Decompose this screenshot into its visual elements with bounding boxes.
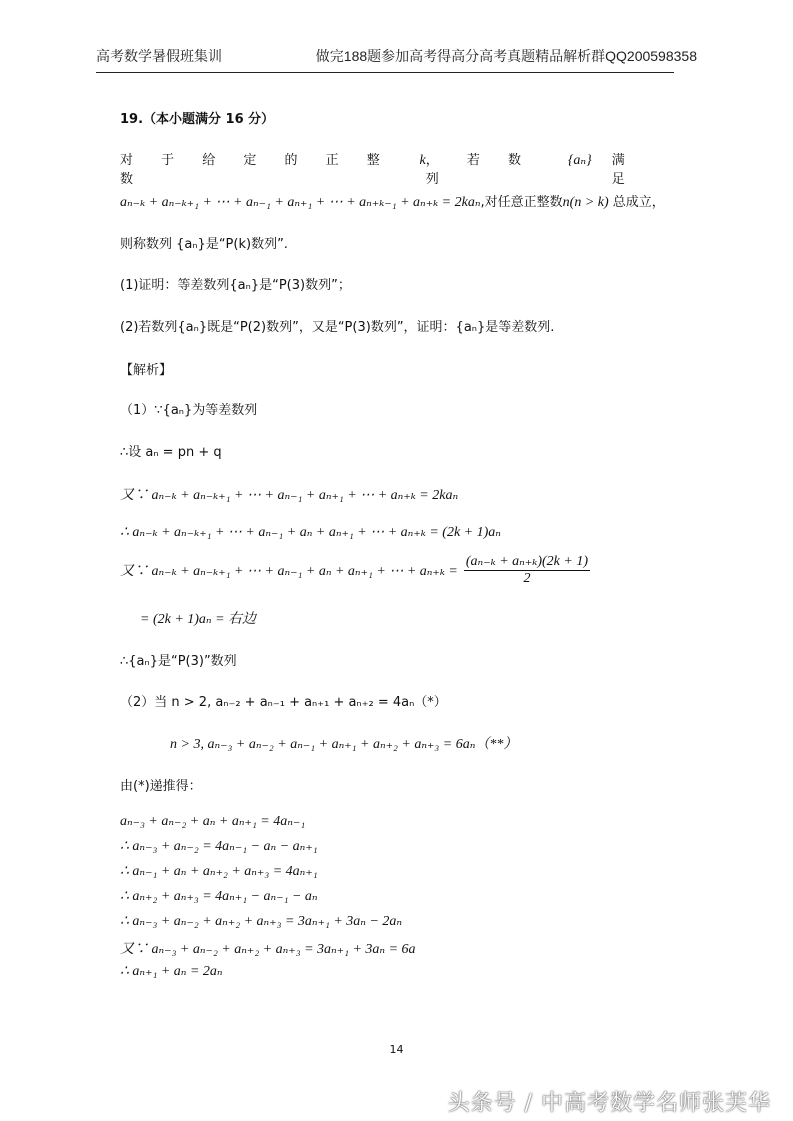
text: 总成立，: [608, 195, 665, 210]
fraction: [464, 553, 590, 587]
derivation-line: ∴ aₙ₋₃ + aₙ₋₂ = 4aₙ₋₁ − aₙ − aₙ₊₁: [120, 839, 318, 854]
solution-line: （1）∵{aₙ}为等差数列: [120, 403, 258, 418]
header-divider: [96, 72, 674, 73]
derivation-line: ∴ aₙ₊₂ + aₙ₊₃ = 4aₙ₊₁ − aₙ₋₁ − aₙ: [120, 889, 318, 904]
solution-line: （2）当 n > 2, aₙ₋₂ + aₙ₋₁ + aₙ₊₁ + aₙ₊₂ = 4aₙ（*）: [120, 695, 447, 710]
problem-line-2: [120, 191, 665, 211]
text: ,对任意正整数: [480, 195, 563, 210]
text: ， 若 数 列: [425, 153, 534, 187]
numerator: (aₙ₋ₖ + aₙ₊ₖ)(2k + 1): [465, 554, 588, 569]
derivation-line: 又∵ aₙ₋₃ + aₙ₋₂ + aₙ₊₂ + aₙ₊₃ = 3aₙ₊₁ + 3aₙ = 6a: [120, 942, 416, 957]
solution-line: ∴ aₙ₋ₖ + aₙ₋ₖ₊₁ + ⋯ + aₙ₋₁ + aₙ + aₙ₊₁ + ⋯ + aₙ₊ₖ = (2k + 1)aₙ: [120, 525, 501, 540]
derivation-line: ∴ aₙ₊₁ + aₙ = 2aₙ: [120, 964, 223, 979]
math-k: k: [419, 153, 426, 168]
denominator: 2: [523, 571, 531, 586]
solution-line: ∴{aₙ}是“P(3)”数列: [120, 654, 237, 669]
question-2: (2)若数列{aₙ}既是“P(2)数列”，又是“P(3)数列”，证明：{aₙ}是等差数列.: [120, 320, 555, 335]
solution-line: 由(*)递推得：: [120, 779, 202, 794]
text: 又∵ aₙ₋ₖ + aₙ₋ₖ₊₁ + ⋯ + aₙ₋₁ + aₙ + aₙ₊₁ + ⋯ + aₙ₊ₖ =: [120, 564, 458, 579]
derivation-line: ∴ aₙ₋₁ + aₙ + aₙ₊₂ + aₙ₊₃ = 4aₙ₊₁: [120, 864, 318, 879]
derivation-line: aₙ₋₃ + aₙ₋₂ + aₙ + aₙ₊₁ = 4aₙ₋₁: [120, 814, 306, 829]
math-condition: n(n > k): [562, 195, 609, 210]
solution-line: 又∵ aₙ₋ₖ + aₙ₋ₖ₊₁ + ⋯ + aₙ₋₁ + aₙ₊₁ + ⋯ + aₙ₊ₖ = 2kaₙ: [120, 488, 459, 503]
page-number: 14: [389, 1043, 404, 1056]
solution-line: ∴设 aₙ = pn + q: [120, 445, 222, 460]
header-left: 高考数学暑假班集训: [96, 48, 222, 64]
text: 对 于 给 定 的 正 整 数: [120, 153, 392, 187]
watermark: 头条号 / 中高考数学名师张芙华: [447, 1091, 771, 1116]
problem-title: 19.（本小题满分 16 分）: [120, 112, 275, 127]
problem-line-1: [120, 149, 675, 187]
solution-line: n > 3, aₙ₋₃ + aₙ₋₂ + aₙ₋₁ + aₙ₊₁ + aₙ₊₂ + aₙ₊₃ = 6aₙ（**）: [170, 737, 518, 752]
solution-line-fraction: [120, 553, 590, 587]
solution-heading: 【解析】: [120, 363, 173, 378]
question-1: (1)证明：等差数列{aₙ}是“P(3)数列”；: [120, 278, 351, 293]
solution-line: = (2k + 1)aₙ = 右边: [140, 612, 257, 627]
derivation-line: ∴ aₙ₋₃ + aₙ₋₂ + aₙ₊₂ + aₙ₊₃ = 3aₙ₊₁ + 3aₙ − 2aₙ: [120, 914, 403, 929]
header-right: 做完188题参加高考得高分高考真题精品解析群QQ200598358: [315, 48, 697, 64]
math-equation: aₙ₋ₖ + aₙ₋ₖ₊₁ + ⋯ + aₙ₋₁ + aₙ₊₁ + ⋯ + aₙ₊ₖ₋₁ + aₙ₊ₖ = 2kaₙ: [120, 195, 481, 210]
text: 满 足: [611, 153, 637, 187]
problem-line-3: 则称数列 {aₙ}是“P(k)数列”.: [120, 237, 288, 252]
math-seq: {aₙ}: [567, 153, 592, 168]
